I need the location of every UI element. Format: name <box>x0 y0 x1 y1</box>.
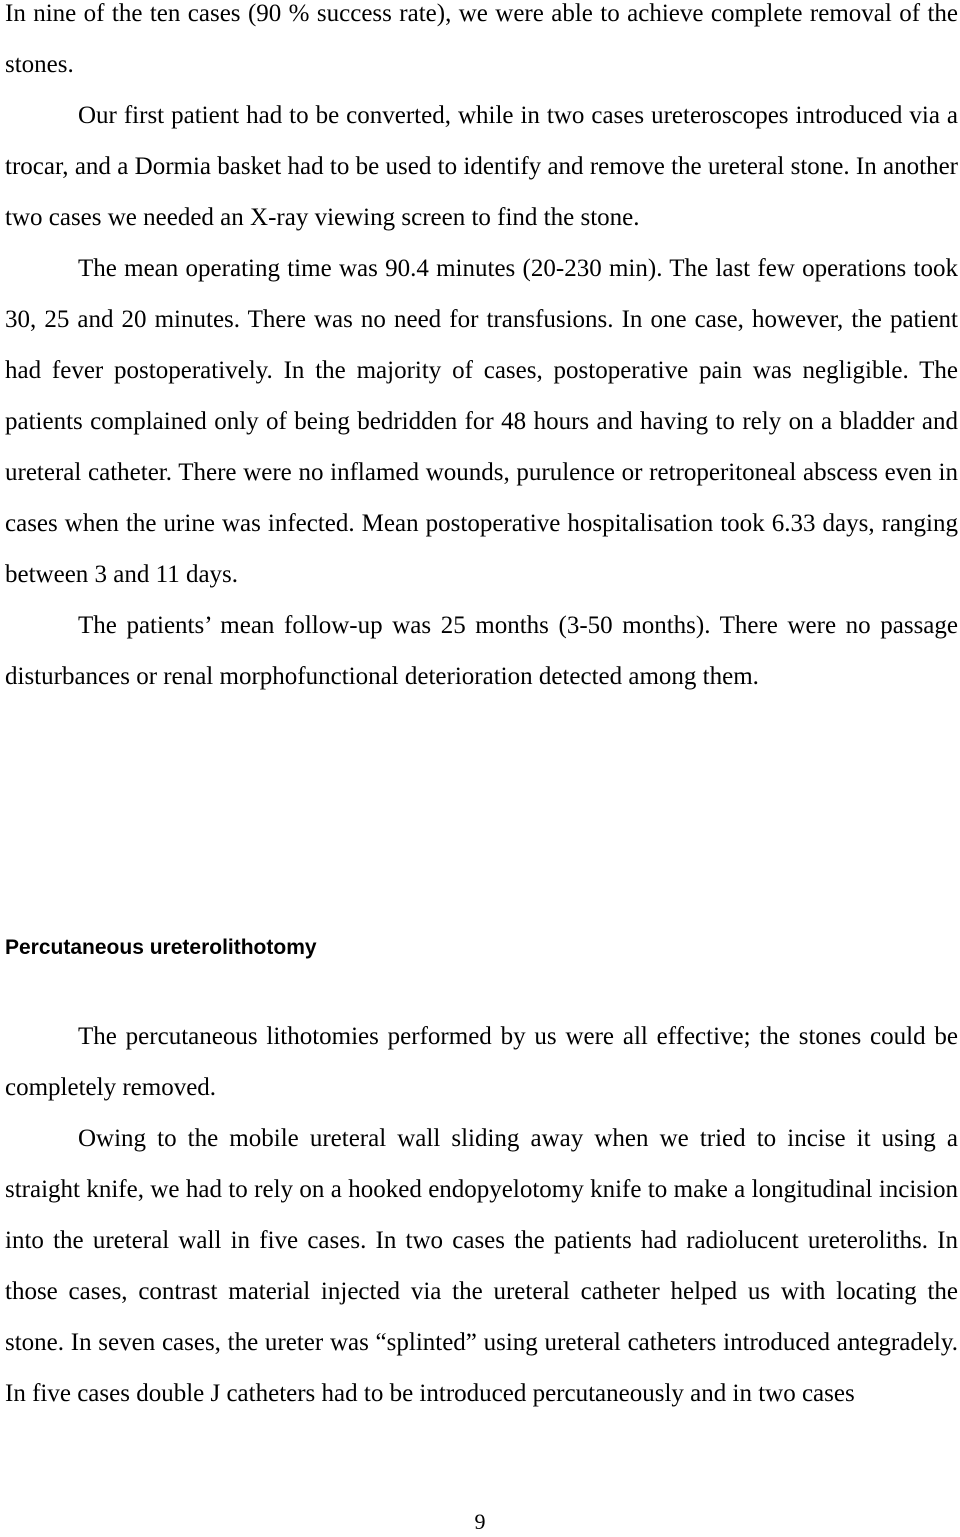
paragraph-percutaneous-effective: The percutaneous lithotomies performed by us were all effective; the stones could be completely removed. <box>5 1023 958 1101</box>
percutaneous-section <box>5 1011 958 1419</box>
paragraph-hooked-knife: Owing to the mobile ureteral wall sliding away when we tried to incise it using a straight knife, we had to rely on a hooked endopyelotomy knife to make a longitudinal incision into the ureteral wall in five cases. In two cases the patients had radiolucent ureteroliths. In those cases, contrast material injected via the ureteral catheter helped us with locating the stone. In seven cases, the ureter was “splinted” using ureteral catheters introduced antegradely. In five cases double J catheters had to be introduced percutaneously and in two cases <box>5 1125 958 1407</box>
document-page <box>5 0 958 1407</box>
results-section <box>5 0 958 702</box>
paragraph-operating-time: The mean operating time was 90.4 minutes (20-230 min). The last few operations took 30, 25 and 20 minutes. There was no need for transfusions. In one case, however, the patient had fever postoperatively. In the majority of cases, postoperative pain was negligible. The patients complained only of being bedridden for 48 hours and having to rely on a bladder and ureteral catheter. There were no inflamed wounds, purulence or retroperitoneal abscess even in cases when the urine was infected. Mean postoperative hospitalisation took 6.33 days, ranging between 3 and 11 days. <box>5 255 958 588</box>
paragraph-conversion: Our first patient had to be converted, while in two cases ureteroscopes introduced via a trocar, and a Dormia basket had to be used to identify and remove the ureteral stone. In another two cases we needed an X-ray viewing screen to find the stone. <box>5 102 958 231</box>
paragraph-follow-up: The patients’ mean follow-up was 25 months (3-50 months). There were no passage disturbances or renal morphofunctional deterioration detected among them. <box>5 612 958 690</box>
section-heading: Percutaneous ureterolithotomy <box>5 936 317 959</box>
paragraph-success-rate: In nine of the ten cases (90 % success rate), we were able to achieve complete removal of the stones. <box>5 0 958 78</box>
page-number: 9 <box>474 1509 486 1534</box>
